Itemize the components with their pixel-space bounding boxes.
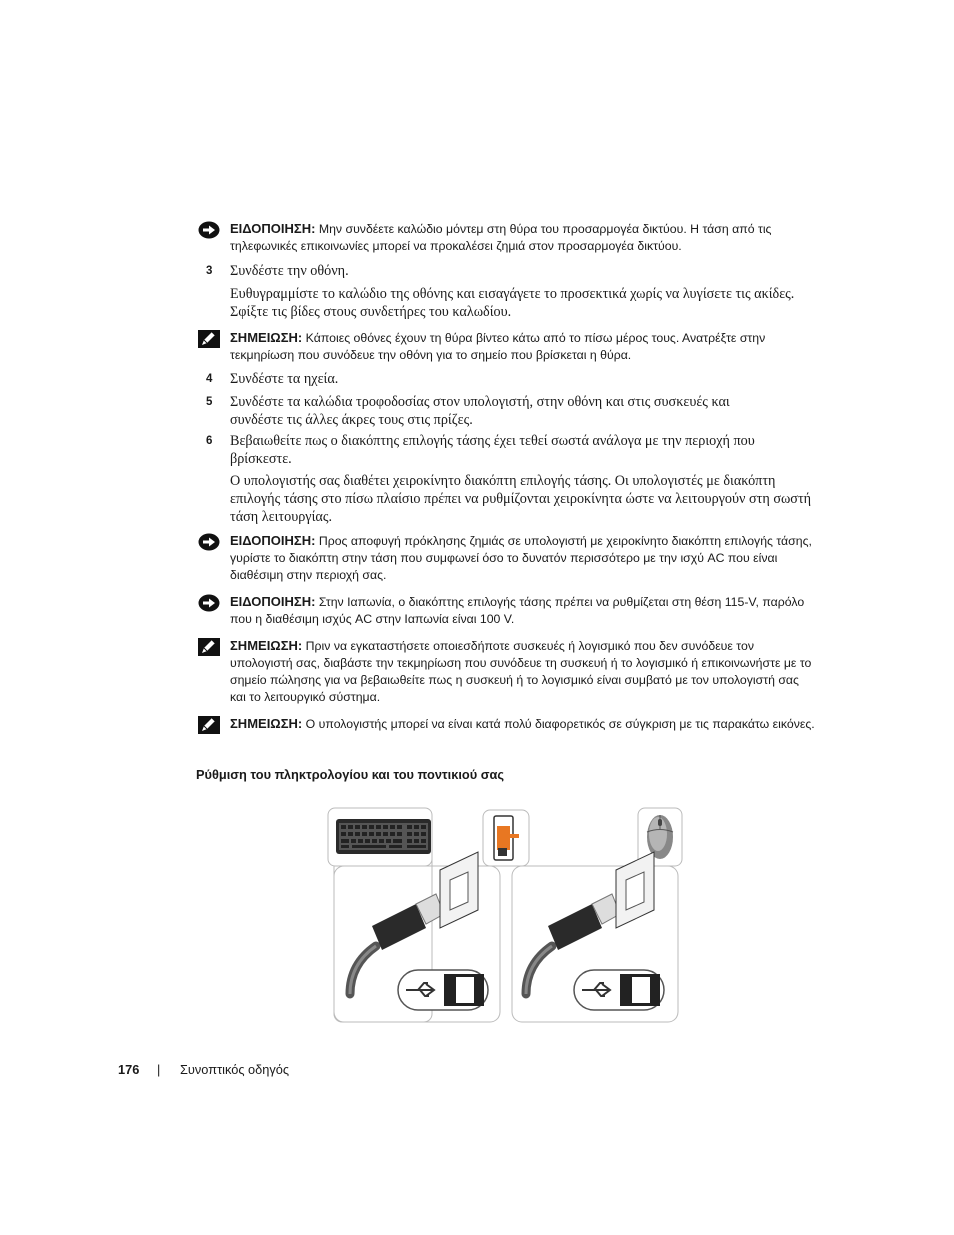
pencil-note-icon [198,638,220,656]
warning-arrow-icon [198,221,220,239]
pencil-note-icon [198,330,220,348]
usb-port-label-right [574,970,664,1010]
notice-text: Ο υπολογιστής μπορεί να είναι κατά πολύ διαφορετικός σε σύγκριση με τις παρακάτω εικόνες. [305,717,815,731]
page-number: 176 [118,1062,140,1077]
notice-label: ΣΗΜΕΙΩΣΗ: [230,330,303,345]
note-notice [198,637,818,706]
keyboard-icon [336,819,431,854]
step-text: Συνδέστε τα ηχεία. [230,371,339,387]
pencil-note-icon [198,716,220,734]
warning-notice [198,593,818,628]
warning-arrow-icon [198,594,220,612]
warning-notice [198,220,818,255]
step-text: Συνδέστε τα καλώδια τροφοδοσίας στον υπολογιστή, στην οθόνη και στις συσκευές και συνδέστε τις άλλες άκρες τους στις πρίζες. [230,394,730,428]
notice-label: ΣΗΜΕΙΩΣΗ: [230,716,303,731]
section-heading: Ρύθμιση του πληκτρολογίου και του ποντικιού σας [196,767,504,782]
step-number: 4 [206,373,213,385]
notice-label: ΕΙΔΟΠΟΙΗΣΗ: [230,221,316,236]
step-text: Συνδέστε την οθόνη. [230,263,349,279]
note-notice [198,329,818,364]
step-item [206,432,826,468]
footer-separator: | [157,1062,161,1077]
footer-title: Συνοπτικός οδηγός [180,1062,290,1077]
step-item [206,370,826,388]
warning-arrow-icon [198,533,220,551]
body-paragraph: Ο υπολογιστής σας διαθέτει χειροκίνητο διακόπτη επιλογής τάσης. Οι υπολογιστές με διακόπτη επιλογής τάσης στο πίσω πλαίσιο πρέπει να ρυθμίζονται χειροκίνητα ώστε να λειτουργούν στη σωστή τάση λειτουργίας. [230,473,812,525]
mouse-icon [647,815,673,859]
usb-port-label-left [398,970,488,1010]
notice-text: Στην Ιαπωνία, ο διακόπτης επιλογής τάσης πρέπει να ρυθμίζεται στη θέση 115-V, παρόλο που η διαθέσιμη ισχύς AC στην Ιαπωνία είναι 100 V. [230,595,805,626]
notice-text: Κάποιες οθόνες έχουν τη θύρα βίντεο κάτω από το πίσω μέρος τους. Ανατρέξτε στην τεκμηρίωση που συνόδευε την οθόνη για το σημείο που βρίσκεται η θύρα. [230,331,766,362]
notice-text: Μην συνδέετε καλώδιο μόντεμ στη θύρα του προσαρμογέα δικτύου. Η τάση από τις τηλεφωνικές επικοινωνίες μπορεί να προκαλέσει ζημιά στον προσαρμογέα δικτύου. [230,222,772,253]
note-notice [198,715,818,733]
step-text: Βεβαιωθείτε πως ο διακόπτης επιλογής τάσης έχει τεθεί σωστά ανάλογα με την περιοχή που βρίσκεστε. [230,433,755,467]
step-item [206,393,826,429]
body-paragraph: Ευθυγραμμίστε το καλώδιο της οθόνης και εισαγάγετε το προσεκτικά χωρίς να λυγίσετε τις ακίδες. Σφίξτε τις βίδες στους συνδετήρες του καλωδίου. [230,286,795,320]
notice-text: Προς αποφυγή πρόκλησης ζημιάς σε υπολογιστή με χειροκίνητο διακόπτη επιλογής τάσης, γυρίστε το διακόπτη στην τάση που συμφωνεί όσο το δυνατόν περισσότερο με την ισχύ AC που είναι διαθέσιμη στην περιοχή σας. [230,534,812,582]
keyboard-mouse-usb-illustration [322,804,684,1026]
notice-text: Πριν να εγκαταστήσετε οποιεσδήποτε συσκευές ή λογισμικό που δεν συνόδευε τον υπολογιστή σας, διαβάστε την τεκμηρίωση που συνόδευε τη συσκευή ή το λογισμικό ή επικοινωνήστε με το σημείο πώλησης για να βεβαιωθείτε πως η συσκευή ή το λογισμικό είναι συμβατό με τον υπολογιστή σας και το λειτουργικό σύστημα. [230,639,812,704]
notice-label: ΕΙΔΟΠΟΙΗΣΗ: [230,533,316,548]
notice-label: ΣΗΜΕΙΩΣΗ: [230,638,303,653]
step-item [206,262,826,280]
step-number: 5 [206,396,213,408]
step-number: 3 [206,265,213,277]
warning-notice [198,532,818,584]
notice-label: ΕΙΔΟΠΟΙΗΣΗ: [230,594,316,609]
step-number: 6 [206,435,213,447]
